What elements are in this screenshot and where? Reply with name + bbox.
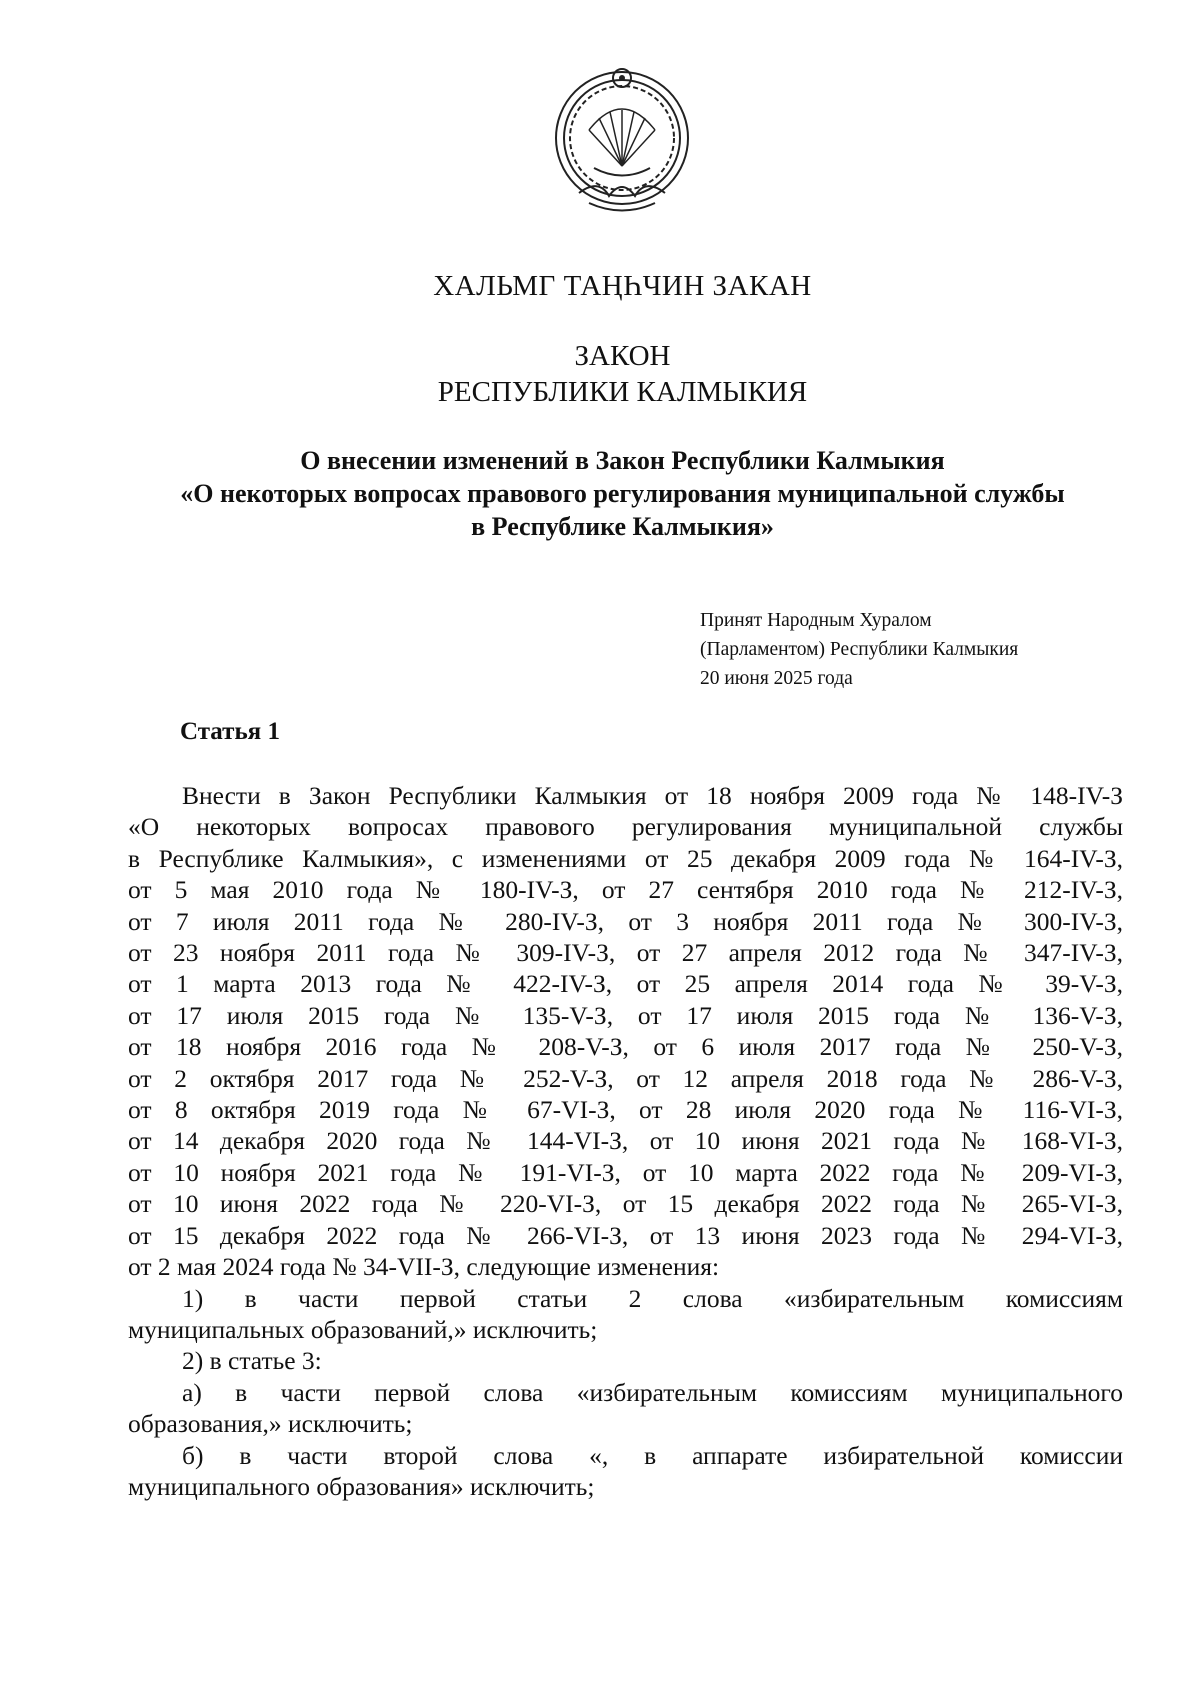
body-line: от 7 июля 2011 года № 280-IV-З, от 3 ноября 2011 года № 300-IV-З, (128, 906, 1123, 936)
article-body (128, 780, 1123, 1502)
body-line: муниципального образования» исключить; (128, 1471, 595, 1501)
body-line: Внести в Закон Республики Калмыкия от 18 ноября 2009 года № 148-IV-З (182, 781, 1123, 810)
body-line: б) в части второй слова «, в аппарате избирательной комиссии (182, 1440, 1123, 1470)
adoption-line-2: (Парламентом) Республики Калмыкия (700, 639, 1019, 660)
body-line: «О некоторых вопросах правового регулирования муниципальной службы (128, 812, 1123, 842)
body-line: 1) в части первой статьи 2 слова «избирательным комиссиям (182, 1283, 1123, 1313)
body-line: в Республике Калмыкия», с изменениями от 25 декабря 2009 года № 164-IV-З, (128, 843, 1123, 873)
subject-line-1: О внесении изменений в Закон Республики Калмыкия (300, 446, 945, 475)
body-line: от 18 ноября 2016 года № 208-V-З, от 6 июля 2017 года № 250-V-З, (128, 1032, 1123, 1062)
body-line: от 2 мая 2024 года № 34-VII-З, следующие изменения: (128, 1252, 720, 1282)
body-line: от 5 мая 2010 года № 180-IV-З, от 27 сентября 2010 года № 212-IV-З, (128, 875, 1123, 905)
body-line: от 10 июня 2022 года № 220-VI-З, от 15 декабря 2022 года № 265-VI-З, (128, 1189, 1123, 1219)
body-line: от 10 ноября 2021 года № 191-VI-З, от 10 марта 2022 года № 209-VI-З, (128, 1157, 1123, 1187)
body-line: от 23 ноября 2011 года № 309-IV-З, от 27 апреля 2012 года № 347-IV-З, (128, 938, 1123, 968)
law-title-line-2: РЕСПУБЛИКИ КАЛМЫКИЯ (437, 376, 808, 408)
body-line: образования,» исключить; (128, 1409, 413, 1439)
body-line: от 14 декабря 2020 года № 144-VI-З, от 10 июня 2021 года № 168-VI-З, (128, 1126, 1123, 1156)
body-line: от 15 декабря 2022 года № 266-VI-З, от 13 июня 2023 года № 294-VI-З, (128, 1220, 1123, 1250)
body-line: муниципальных образований,» исключить; (128, 1314, 598, 1344)
body-line: от 2 октября 2017 года № 252-V-З, от 12 апреля 2018 года № 286-V-З, (128, 1063, 1123, 1093)
body-line: от 8 октября 2019 года № 67-VI-З, от 28 июля 2020 года № 116-VI-З, (128, 1095, 1123, 1125)
adoption-date: 20 июня 2025 года (700, 668, 853, 689)
subject-line-2: «О некоторых вопросах правового регулирования муниципальной службы (180, 479, 1065, 508)
body-line: от 17 июля 2015 года № 135-V-З, от 17 июля 2015 года № 136-V-З, (128, 1000, 1123, 1030)
title-kalmyk: ХАЛЬМГ ТАҢҺЧИН ЗАКАН (433, 270, 812, 302)
body-line: а) в части первой слова «избирательным комиссиям муниципального (182, 1377, 1123, 1407)
article-heading: Статья 1 (180, 718, 280, 745)
adoption-line-1: Принят Народным Хуралом (700, 610, 932, 631)
law-subject (100, 444, 1145, 543)
body-line: 2) в статье 3: (182, 1346, 322, 1376)
body-line: от 1 марта 2013 года № 422-IV-З, от 25 апреля 2014 года № 39-V-З, (128, 969, 1123, 999)
adoption-note (700, 606, 1120, 693)
coat-of-arms-emblem (549, 58, 695, 218)
subject-line-3: в Республике Калмыкия» (471, 512, 774, 541)
law-title (0, 338, 1200, 410)
law-title-line-1: ЗАКОН (574, 340, 671, 372)
